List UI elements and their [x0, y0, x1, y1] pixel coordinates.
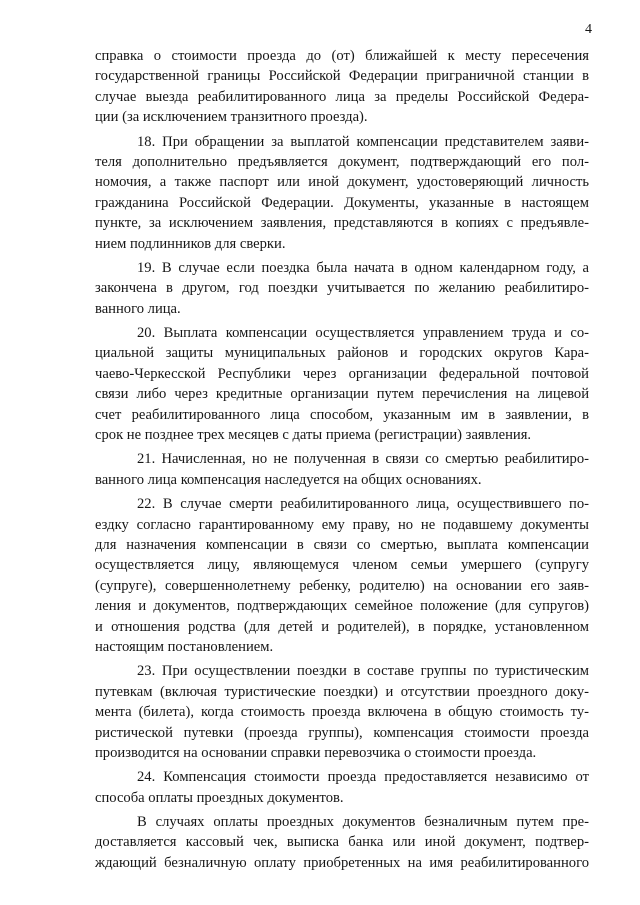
text-line: В случаях оплаты проездных документов безналичным путем пре- — [137, 814, 589, 831]
text-line: настоящим постановлением. — [95, 638, 274, 655]
text-line: и отношения родства (для детей и родителей), в порядке, установленном — [95, 618, 589, 635]
text-line: справка о стоимости проезда до (от) ближайшей к месту пересечения — [95, 48, 589, 64]
text-line: чаево-Черкесской Республики через организации федеральной почтовой — [95, 365, 589, 382]
document-body — [95, 46, 589, 877]
text-line: случае выезда реабилитированного лица за пределы Российской Федера- — [95, 88, 589, 105]
text-line: срок не позднее трех месяцев с даты приема (регистрации) заявления. — [95, 427, 532, 444]
text-line: связи либо через кредитные организации путем перечисления на лицевой — [95, 386, 589, 403]
paragraph-24-continuation — [95, 812, 589, 873]
paragraph-24 — [95, 767, 589, 808]
text-line: 20. Выплата компенсации осуществляется управлением труда и со- — [137, 325, 589, 342]
text-line: гражданина Российской Федерации. Документы, указанные в настоящем — [95, 194, 589, 211]
text-line: пункте, за исключением заявления, представляются в копиях с предъявле- — [95, 215, 589, 232]
text-line: ванного лица компенсация наследуется на общих основаниях. — [95, 471, 482, 488]
paragraph-23 — [95, 661, 589, 763]
text-line: 19. В случае если поездка была начата в одном календарном году, а — [137, 259, 589, 276]
text-line: счет реабилитированного лица способом, указанным им в заявлении, в — [95, 406, 589, 423]
text-line: мента (билета), когда стоимость проезда включена в общую стоимость ту- — [95, 704, 589, 721]
text-line: ждающий безналичную оплату приобретенных на имя реабилитированного — [95, 854, 589, 871]
text-line: 23. При осуществлении поездки в составе группы по туристическим — [137, 663, 589, 680]
text-line: 18. При обращении за выплатой компенсации представителем заяви- — [137, 133, 589, 150]
text-line: ристической путевки (проезда группы), компенсация стоимости проезда — [95, 724, 589, 741]
text-line: способа оплаты проездных документов. — [95, 789, 344, 806]
text-line: 22. В случае смерти реабилитированного лица, осуществившего по- — [137, 496, 589, 513]
paragraph-19 — [95, 258, 589, 319]
paragraph-21 — [95, 449, 589, 490]
text-line: (супруге), совершеннолетнему ребенку, родителю) на основании его заяв- — [95, 577, 589, 594]
text-line: путевкам (включая туристические поездки) и отсутствии проездного доку- — [95, 683, 589, 700]
text-line: закончена в другом, год поездки учитывается по желанию реабилитиро- — [95, 280, 589, 297]
paragraph-22 — [95, 494, 589, 657]
text-line: государственной границы Российской Федерации приграничной станции в — [95, 68, 589, 85]
paragraph-18 — [95, 132, 589, 254]
text-line: производится на основании справки перевозчика о стоимости проезда. — [95, 744, 537, 761]
text-line: для назначения компенсации в связи со смертью, выплата компенсации — [95, 536, 589, 553]
text-line: 24. Компенсация стоимости проезда предоставляется независимо от — [137, 769, 589, 786]
text-line: ездку согласно гарантированному ему праву, но не подавшему документы — [95, 516, 589, 533]
text-line: нием подлинников для сверки. — [95, 235, 286, 252]
text-line: циальной защиты муниципальных районов и городских округов Кара- — [95, 345, 589, 362]
text-line: осуществляется лицу, являющемуся членом семьи умершего (супругу — [95, 557, 589, 574]
text-line: доставляется кассовый чек, выписка банка или иной документ, подтвер- — [95, 834, 589, 851]
paragraph-17-continuation — [95, 46, 589, 128]
text-line: ванного лица. — [95, 300, 181, 317]
text-line: теля дополнительно предъявляется документ, подтверждающий его пол- — [95, 153, 589, 170]
text-line: 21. Начисленная, но не полученная в связи со смертью реабилитиро- — [137, 451, 589, 468]
text-line: ления и документов, подтверждающих семейное положение (для супругов) — [95, 598, 589, 615]
paragraph-20 — [95, 323, 589, 445]
text-line: номочия, а также паспорт или иной документ, удостоверяющий личность — [95, 174, 589, 191]
text-line: ции (за исключением транзитного проезда). — [95, 109, 368, 126]
page-number: 4 — [585, 22, 592, 37]
